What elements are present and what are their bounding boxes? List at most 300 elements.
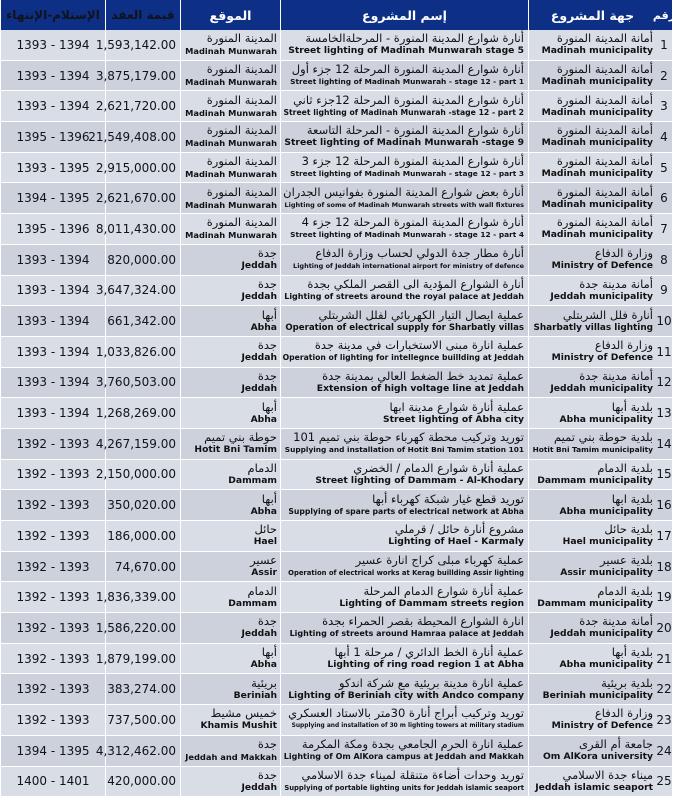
project-arabic: أنارة شوارع المدينة المنورة المرحلة 12 جزء أول [291, 62, 524, 77]
period-cell [0, 552, 105, 582]
value-text: 3,760,503.00 [95, 375, 176, 390]
location-arabic: المدينة المنورة [206, 123, 277, 138]
row-number: 24 [656, 743, 672, 758]
project-english: Lighting of Beriniah city with Andco company [288, 689, 524, 701]
location-arabic: جدة [257, 737, 277, 752]
project-arabic: توريد وتركيب محطة كهرباء حوطة بني تميم 101 [293, 430, 524, 445]
period-text: 1395 - 1396 [16, 221, 90, 236]
table-row [0, 122, 672, 153]
table-row [0, 337, 672, 368]
location-arabic: حائل [254, 522, 277, 537]
location-cell [180, 368, 280, 398]
project-arabic: أنارة شوارع المدينة المنورة - المرحلةالخامسة [305, 31, 524, 46]
authority-arabic: أمانة المدينة المنورة [556, 215, 653, 230]
project-cell [280, 122, 528, 152]
location-arabic: أبها [261, 491, 277, 506]
period-cell [0, 613, 105, 643]
row-number: 18 [656, 559, 672, 574]
project-english: Lighting of Jeddah international airport for ministry of defence [293, 262, 524, 271]
authority-cell [528, 674, 656, 704]
period-cell [0, 582, 105, 612]
table-row [0, 429, 672, 460]
authority-english: Ministry of Defence [551, 260, 653, 272]
value-text: 2,150,000.00 [95, 467, 176, 482]
location-arabic: جدة [257, 276, 277, 291]
period-cell [0, 674, 105, 704]
value-text: 1,836,339.00 [95, 590, 176, 605]
project-cell [280, 674, 528, 704]
table-row [0, 30, 672, 61]
location-cell [180, 552, 280, 582]
project-english: Street lighting of Madinah Munwarah - stage 12 - part 1 [290, 77, 524, 87]
value-cell [95, 153, 180, 183]
authority-cell [528, 552, 656, 582]
project-cell [280, 429, 528, 459]
project-cell [280, 337, 528, 367]
value-cell [95, 736, 180, 766]
table-body [0, 30, 672, 797]
authority-arabic: جامعة أم القرى [579, 737, 653, 752]
project-cell [280, 306, 528, 336]
authority-cell [528, 245, 656, 275]
period-text: 1393 - 1394 [16, 283, 90, 298]
location-cell [180, 613, 280, 643]
row-number: 21 [656, 651, 672, 666]
project-cell [280, 276, 528, 306]
location-cell [180, 767, 280, 797]
table-row [0, 91, 672, 122]
project-cell [280, 490, 528, 520]
value-cell [105, 245, 180, 275]
location-english: Abha [250, 413, 277, 425]
project-cell [280, 153, 528, 183]
project-cell [280, 30, 528, 60]
authority-english: Madinah municipality [541, 137, 653, 149]
authority-english: Ministry of Defence [551, 352, 653, 364]
authority-arabic: أمانة المدينة المنورة [556, 92, 653, 107]
value-cell [88, 122, 180, 152]
table-row [0, 674, 672, 705]
location-cell [180, 122, 280, 152]
period-cell [0, 767, 105, 797]
authority-arabic: بلدية حائل [604, 522, 653, 537]
period-text: 1392 - 1393 [16, 436, 90, 451]
authority-english: Jeddah municipality [550, 382, 653, 394]
authority-english: Jeddah islamic seaport [535, 781, 653, 793]
table-row [0, 245, 672, 276]
row-number: 2 [660, 68, 668, 83]
row-number: 4 [660, 129, 668, 144]
location-arabic: بريئية [251, 675, 277, 690]
project-english: Lighting of some of Madinah Munwarah streets with wall fixtures [284, 200, 524, 209]
table-row [0, 306, 672, 337]
project-arabic: عملية انارة مبنى الاستخبارات في مدينة جدة [314, 338, 524, 353]
project-cell [280, 582, 528, 612]
authority-arabic: بلدية حوطة بني تميم [554, 430, 653, 445]
period-text: 1392 - 1393 [16, 682, 90, 697]
row-number: 25 [656, 774, 672, 789]
value-cell [95, 61, 180, 91]
project-english: Supplying of portable lighting units for Jeddah islamic seaport [284, 783, 524, 792]
project-english: Lighting of ring road region 1 at Abha [327, 659, 524, 671]
project-english: Street lighting of Madinah Munwarah stage 5 [288, 45, 524, 57]
value-text: 1,033,826.00 [95, 344, 176, 359]
table-row [0, 521, 672, 552]
period-cell [0, 368, 105, 398]
project-arabic: أنارة شوارع المدينة المنورة المرحلة 12 جزء 4 [301, 215, 524, 230]
location-english: Jeddah [241, 781, 277, 793]
project-arabic: أنارة شوارع المدينة المنورة المرحلة 12 جزء 3 [301, 154, 524, 169]
header-number: رقم [652, 8, 675, 22]
project-english: Street lighting of Abha city [383, 413, 524, 425]
location-arabic: خميس مشيط [210, 706, 277, 721]
period-text: 1393 - 1394 [16, 406, 90, 421]
table-row [0, 460, 672, 491]
authority-english: Madinah municipality [541, 229, 653, 241]
project-arabic: عملية كهرباء مبلى كراج انارة عسير [355, 553, 524, 568]
value-text: 21,549,408.00 [88, 129, 176, 144]
location-cell [180, 276, 280, 306]
authority-cell [528, 613, 656, 643]
location-cell [180, 521, 280, 551]
location-english: Jeddah [241, 260, 277, 272]
project-arabic: أنارة الشوارع المؤدية الى القصر الملكي بجدة [307, 276, 524, 291]
period-cell [0, 91, 105, 121]
row-number: 23 [656, 712, 672, 727]
period-cell [0, 705, 105, 735]
period-text: 1393 - 1395 [16, 160, 90, 175]
location-english: Abha [250, 659, 277, 671]
location-cell [180, 582, 280, 612]
project-cell [280, 767, 528, 797]
value-cell [95, 214, 180, 244]
project-english: Lighting of streets around Hamraa palace at Jeddah [289, 629, 524, 639]
period-text: 1400 - 1401 [16, 774, 90, 789]
period-cell [0, 245, 105, 275]
period-cell [0, 183, 105, 213]
row-number: 16 [656, 498, 672, 513]
value-cell [95, 613, 180, 643]
project-arabic: عملية أنارة شوارع الدمام المرحلة [363, 583, 524, 598]
table-header [0, 0, 675, 30]
authority-english: Sharbatly villas lighting [533, 322, 653, 333]
value-text: 2,621,720.00 [95, 99, 176, 114]
location-cell [180, 705, 280, 735]
location-english: Dammam [228, 474, 277, 486]
row-number: 15 [656, 467, 672, 482]
project-arabic: أنارة شوارع المدينة المنورة المرحلة 12جزء ثاني [293, 92, 524, 107]
project-arabic: توريد وتركيب أبراج أنارة 30متر بالاستاد العسكري [288, 706, 524, 721]
value-text: 4,267,159.00 [95, 436, 176, 451]
location-cell [180, 214, 280, 244]
period-cell [0, 214, 105, 244]
authority-arabic: أمانة المدينة المنورة [556, 62, 653, 77]
location-arabic: المدينة المنورة [206, 215, 277, 230]
value-cell [95, 337, 180, 367]
value-text: 1,268,269.00 [95, 406, 176, 421]
authority-arabic: ميناء جدة الاسلامي [562, 767, 653, 782]
row-number: 6 [660, 191, 668, 206]
authority-cell [528, 460, 656, 490]
location-cell [180, 736, 280, 766]
row-number: 1 [660, 37, 668, 52]
authority-cell [528, 705, 656, 735]
table-row [0, 214, 672, 245]
project-cell [280, 736, 528, 766]
location-english: Madinah Munwarah [185, 138, 277, 149]
project-arabic: أنارة بعض شوارع المدينة المنورة بفوانيس الجدران [283, 184, 524, 199]
period-text: 1393 - 1394 [16, 375, 90, 390]
value-text: 186,000.00 [107, 528, 176, 543]
table-row [0, 276, 672, 307]
authority-english: Madinah municipality [541, 76, 653, 88]
period-cell [0, 460, 105, 490]
value-cell [95, 91, 180, 121]
project-cell [280, 521, 528, 551]
authority-arabic: وزارة الدفاع [594, 246, 653, 261]
location-cell [180, 398, 280, 428]
project-english: Operation of electrical works at Kerag buillding Assir lighting [288, 569, 524, 578]
value-cell [95, 183, 180, 213]
location-arabic: حوطة بني تميم [204, 430, 277, 445]
authority-english: Abha municipality [559, 659, 653, 671]
period-text: 1392 - 1393 [16, 651, 90, 666]
location-cell [180, 153, 280, 183]
value-cell [105, 705, 180, 735]
authority-cell [528, 91, 656, 121]
project-english: Supplying and installation of 30 m lighting towers at military stadium [291, 723, 524, 730]
header-value: قيمة العقد [105, 0, 180, 30]
period-cell [0, 429, 105, 459]
authority-arabic: بلدية أبها [611, 399, 653, 414]
value-text: 8,011,430.00 [95, 221, 176, 236]
location-english: Jeddah [241, 290, 277, 302]
project-arabic: عملية انارة مدينة بريئية مع شركة اندكو [339, 675, 524, 690]
project-cell [280, 460, 528, 490]
value-cell [105, 674, 180, 704]
row-number: 5 [660, 160, 668, 175]
row-number: 13 [656, 406, 672, 421]
value-cell [105, 521, 180, 551]
row-number: 19 [656, 590, 672, 605]
location-arabic: جدة [257, 338, 277, 353]
period-cell [0, 61, 105, 91]
location-english: Jeddah [241, 628, 277, 640]
project-cell [280, 705, 528, 735]
period-text: 1392 - 1393 [16, 620, 90, 635]
project-arabic: عملية انارة الحرم الجامعي بجدة ومكة المكرمة [301, 737, 524, 752]
header-project: إسم المشروع [280, 0, 528, 30]
authority-arabic: أمانة مدينة جدة [579, 614, 653, 629]
value-text: 2,915,000.00 [95, 160, 176, 175]
authority-cell [528, 61, 656, 91]
table-row [0, 767, 672, 797]
table-row [0, 61, 672, 92]
project-english: Street lighting of Madinah Munwarah - stage 12 - part 4 [290, 230, 524, 240]
location-english: Hael [253, 536, 277, 548]
location-english: Assir [251, 567, 277, 579]
location-english: Abha [250, 505, 277, 517]
authority-cell [528, 736, 656, 766]
authority-arabic: بلدية الدمام [597, 583, 653, 598]
period-text: 1393 - 1394 [16, 344, 90, 359]
authority-cell [528, 122, 656, 152]
row-number: 10 [656, 314, 672, 329]
authority-arabic: وزارة الدفاع [594, 338, 653, 353]
location-english: Madinah Munwarah [185, 107, 277, 118]
authority-arabic: أمانة المدينة المنورة [556, 31, 653, 46]
project-english: Operation of lighting for intellegnce buillding at Jeddah [282, 353, 524, 363]
value-cell [95, 644, 180, 674]
location-english: Madinah Munwarah [185, 46, 277, 57]
period-text: 1395 - 1396 [16, 129, 90, 144]
location-cell [180, 245, 280, 275]
authority-arabic: أمانة المدينة المنورة [556, 154, 653, 169]
authority-arabic: أمانة المدينة المنورة [556, 184, 653, 199]
authority-cell [528, 306, 656, 336]
project-english: Extension of high voltage line at Jeddah [316, 382, 524, 394]
project-cell [280, 398, 528, 428]
period-text: 1392 - 1393 [16, 498, 90, 513]
row-number: 3 [660, 99, 668, 114]
authority-cell [528, 767, 656, 797]
location-arabic: المدينة المنورة [206, 184, 277, 199]
project-cell [280, 552, 528, 582]
authority-arabic: بلدية بريئية [601, 675, 653, 690]
location-arabic: المدينة المنورة [206, 154, 277, 169]
row-number: 22 [656, 682, 672, 697]
value-text: 3,647,324.00 [95, 283, 176, 298]
authority-english: Assir municipality [560, 567, 653, 579]
period-cell [0, 153, 105, 183]
project-english: Street lighting of Madinah Munwarah -stage 9 [284, 137, 524, 149]
value-text: 820,000.00 [107, 252, 176, 267]
period-text: 1394 - 1395 [16, 191, 90, 206]
project-arabic: عملية تمديد خط الضغط العالي بمدينة جدة [322, 368, 524, 383]
period-text: 1392 - 1393 [16, 712, 90, 727]
location-english: Abha [250, 321, 277, 333]
location-english: Madinah Munwarah [185, 169, 277, 180]
project-english: Supplying and installation of Hotit Bni Tamim station 101 [284, 445, 524, 455]
authority-english: Madinah municipality [541, 106, 653, 118]
table-row [0, 153, 672, 184]
row-number: 12 [656, 375, 672, 390]
authority-cell [528, 429, 656, 459]
location-english: Madinah Munwarah [185, 199, 277, 210]
value-text: 661,342.00 [107, 314, 176, 329]
authority-cell [528, 276, 656, 306]
location-arabic: المدينة المنورة [206, 31, 277, 46]
project-cell [280, 245, 528, 275]
authority-cell [528, 337, 656, 367]
location-english: Jeddah [241, 382, 277, 394]
location-arabic: جدة [257, 614, 277, 629]
project-arabic: عملية أنارة شوارع مدينة ابها [389, 399, 524, 414]
authority-cell [528, 490, 656, 520]
authority-cell [528, 214, 656, 244]
table-row [0, 705, 672, 736]
table-row [0, 368, 672, 399]
project-arabic: عملية ايصال التيار الكهربائي لفلل الشربتلي [318, 307, 524, 322]
project-arabic: عملية أنارة الخط الدائري / مرحلة 1 أبها [334, 645, 524, 660]
table-row [0, 613, 672, 644]
authority-english: Om AlKora university [542, 751, 653, 763]
location-cell [180, 644, 280, 674]
header-period: الإستلام-الإنتهاء [0, 0, 105, 30]
value-cell [105, 552, 180, 582]
period-text: 1394 - 1395 [16, 743, 90, 758]
value-text: 1,593,142.00 [95, 37, 176, 52]
header-location: الموقع [180, 0, 280, 30]
location-english: Jeddah and Makkah [185, 752, 277, 763]
header-authority: جهة المشروع [528, 0, 656, 30]
period-cell [0, 521, 105, 551]
authority-arabic: بلدية الدمام [597, 460, 653, 475]
value-text: 1,586,220.00 [95, 620, 176, 635]
value-text: 1,879,199.00 [95, 651, 176, 666]
project-cell [280, 61, 528, 91]
authority-english: Hael municipality [562, 536, 653, 548]
location-arabic: أبها [261, 645, 277, 660]
project-arabic: انارة الشوارع المحيطة بقصر الحمراء بجدة [322, 614, 524, 629]
period-cell [0, 736, 105, 766]
period-text: 1392 - 1393 [16, 528, 90, 543]
project-cell [280, 183, 528, 213]
location-cell [180, 460, 280, 490]
location-cell [180, 429, 280, 459]
authority-english: Dammam municipality [537, 597, 653, 609]
project-english: Lighting of Hael - Karmaly [388, 536, 524, 548]
table-row [0, 644, 672, 675]
project-cell [280, 368, 528, 398]
table-row [0, 736, 672, 767]
row-number: 9 [660, 283, 668, 298]
authority-cell [528, 582, 656, 612]
authority-cell [528, 644, 656, 674]
project-arabic: مشروع أنارة حائل / قرملي [394, 522, 524, 537]
period-cell [0, 398, 105, 428]
value-text: 3,875,179.00 [95, 68, 176, 83]
authority-english: Jeddah municipality [550, 628, 653, 640]
value-cell [95, 398, 180, 428]
value-text: 350,020.00 [107, 498, 176, 513]
row-number: 20 [656, 620, 672, 635]
project-cell [280, 644, 528, 674]
table-row [0, 490, 672, 521]
project-english: Operation of electrical supply for Sharbatly villas [285, 322, 524, 333]
value-cell [95, 429, 180, 459]
value-cell [95, 460, 180, 490]
location-cell [180, 30, 280, 60]
value-cell [105, 767, 180, 797]
table-row [0, 183, 672, 214]
authority-arabic: أنارة فلل الشربتلي [562, 307, 653, 322]
location-arabic: المدينة المنورة [206, 92, 277, 107]
location-english: Dammam [228, 597, 277, 609]
project-cell [280, 214, 528, 244]
authority-english: Madinah municipality [541, 168, 653, 180]
location-arabic: جدة [257, 246, 277, 261]
row-number: 17 [656, 528, 672, 543]
period-cell [0, 306, 105, 336]
period-cell [0, 490, 105, 520]
project-cell [280, 91, 528, 121]
row-number: 7 [660, 221, 668, 236]
period-text: 1393 - 1394 [16, 37, 90, 52]
value-cell [105, 306, 180, 336]
location-cell [180, 674, 280, 704]
authority-english: Madinah municipality [541, 45, 653, 57]
